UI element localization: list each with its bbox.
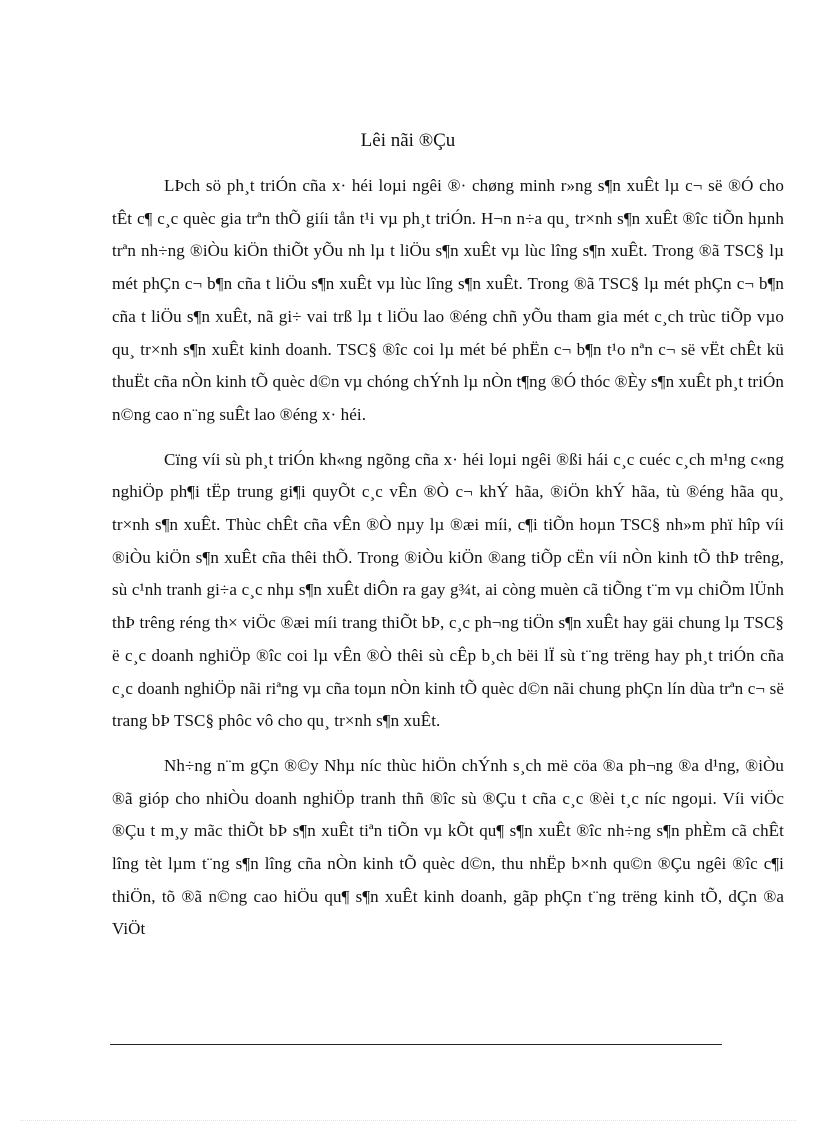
body-paragraph: Nh÷ng n¨m gÇn ®©y Nhµ níc thùc hiÖn chÝnh s¸ch më cöa ®a ph¬ng ®a d¹ng, ®iÒu ®ã gióp cho nhiÒu doanh nghiÖp tranh thñ ®îc sù ®Çu t cña c¸c ®èi t¸c níc ngoµi. Víi viÖc ®Çu t m¸y mãc thiÕt bÞ s¶n xuÊt tiªn tiÕn vµ kÕt qu¶ s¶n xuÊt ®îc nh÷ng s¶n phÈm cã chÊt lîng tèt lµm t¨ng s¶n lîng cña nÒn kinh tÕ quèc d©n, thu nhËp b×nh qu©n ®Çu ngêi ®îc c¶i thiÖn, tõ ®ã n©ng cao hiÖu qu¶ s¶n xuÊt kinh doanh, gãp phÇn t¨ng trëng kinh tÕ, dÇn ®a ViÖt — [112, 755, 784, 939]
body-paragraph: LÞch sö ph¸t triÓn cña x· héi loµi ngêi ®· chøng minh r»ng s¶n xuÊt lµ c¬ së ®Ó cho tÊt c¶ c¸c quèc gia trªn thÕ giíi tån t¹i vµ ph¸t triÓn. H¬n n÷a qu¸ tr×nh s¶n xuÊt ®îc tiÕn hµnh trªn nh÷ng ®iÒu kiÖn thiÕt yÕu nh lµ t liÖu s¶n xuÊt vµ lùc lîng s¶n xuÊt. Trong ®ã TSC§ lµ mét phÇn c¬ b¶n cña t liÖu s¶n xuÊt vµ lùc lîng s¶n xuÊt. Trong ®ã TSC§ lµ mét phÇn c¬ b¶n cña t liÖu s¶n xuÊt, nã gi÷ vai trß lµ t liÖu lao ®éng chñ yÕu tham gia mét c¸ch trùc tiÕp vµo qu¸ tr×nh s¶n xuÊt kinh doanh. TSC§ ®îc coi lµ mét bé phËn c¬ b¶n t¹o nªn c¬ së vËt chÊt kü thuËt cña nÒn kinh tÕ quèc d©n vµ chóng chÝnh lµ nÒn t¶ng ®Ó thóc ®Èy s¶n xuÊt ph¸t triÓn n©ng cao n¨ng suÊt lao ®éng x· héi. — [112, 176, 784, 424]
page-edge-divider — [20, 1120, 796, 1121]
page-title: Lêi nãi ®Çu — [360, 130, 456, 151]
body-paragraph: Cïng víi sù ph¸t triÓn kh«ng ngõng cña x· héi loµi ngêi ®ßi hái c¸c cuéc c¸ch m¹ng c«ng nghiÖp ph¶i tËp trung gi¶i quyÕt c¸c vÊn ®Ò c¬ khÝ hãa, ®iÖn khÝ hãa, tù ®éng hãa qu¸ tr×nh s¶n xuÊt. Thùc chÊt cña vÊn ®Ò nµy lµ ®æi míi, c¶i tiÕn hoµn TSC§ nh»m phï hîp víi ®iÒu kiÖn s¶n xuÊt cña thêi thÕ. Trong ®iÒu kiÖn ®ang tiÕp cËn víi nÒn kinh tÕ thÞ trêng, sù c¹nh tranh gi÷a c¸c nhµ s¶n xuÊt diÔn ra gay g¾t, ai còng muèn cã tiÕng t¨m vµ chiÕm lÜnh thÞ trêng réng th× viÖc ®æi míi trang thiÕt bÞ, c¸c ph¬ng tiÖn s¶n xuÊt hay gäi chung lµ TSC§ ë c¸c doanh nghiÖp ®îc coi lµ vÊn ®Ò thêi sù cÊp b¸ch bëi lÏ sù t¨ng trëng hay ph¸t triÓn cña c¸c doanh nghiÖp nãi riªng vµ cña toµn nÒn kinh tÕ quèc d©n nãi chung phÇn lín dùa trªn c¬ së trang bÞ TSC§ phôc vô cho qu¸ tr×nh s¶n xuÊt. — [112, 449, 784, 731]
footer-rule — [110, 1044, 722, 1045]
document-body — [112, 170, 784, 958]
